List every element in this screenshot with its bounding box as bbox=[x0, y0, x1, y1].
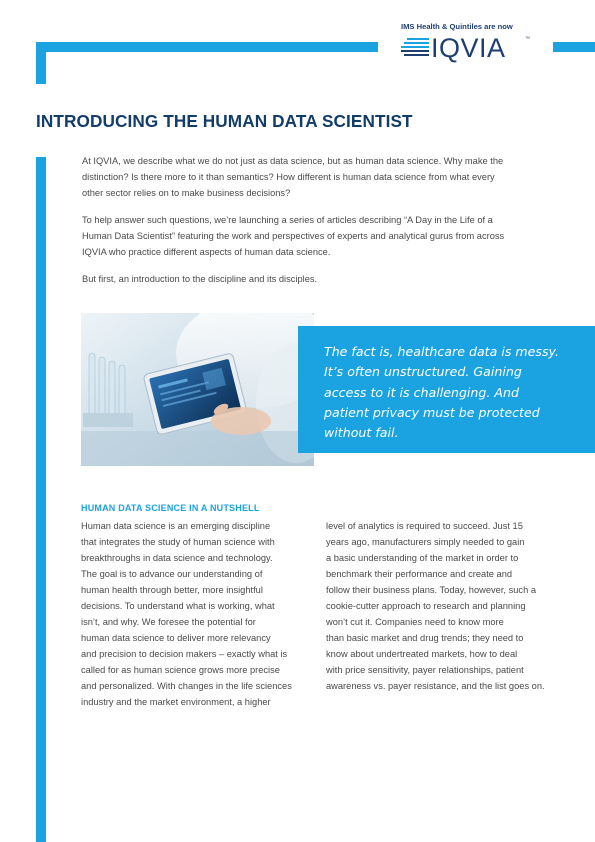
text-line: IQVIA who practice different aspects of human data science. bbox=[82, 247, 331, 257]
text-line: Human Data Scientist” featuring the work and perspectives of experts and analytical gurus from across bbox=[82, 231, 505, 241]
pull-quote bbox=[324, 342, 569, 443]
intro-paragraph-1 bbox=[82, 153, 557, 201]
logo-wordmark: IQVIA bbox=[431, 33, 506, 63]
text-line: distinction? Is there more to it than semantics? How different is human data science from what every bbox=[82, 172, 495, 182]
body-column-left bbox=[81, 518, 313, 710]
quote-line: The fact is, healthcare data is messy. bbox=[324, 344, 559, 359]
text-line: industry and the market environment, a higher bbox=[81, 697, 271, 707]
top-left-corner-bar bbox=[36, 42, 46, 84]
text-line: years ago, manufacturers simply needed to gain bbox=[326, 537, 525, 547]
text-line: other sector relies on to make business decisions? bbox=[82, 188, 291, 198]
text-line: The goal is to advance our understanding of bbox=[81, 569, 263, 579]
text-line: with price sensitivity, payer relationships, patient bbox=[326, 665, 524, 675]
text-line: won’t cut it. Companies need to know more bbox=[326, 617, 504, 627]
lab-tablet-illustration bbox=[81, 313, 314, 466]
text-line: than basic market and drug trends; they need to bbox=[326, 633, 524, 643]
text-line: level of analytics is required to succeed. Just 15 bbox=[326, 521, 523, 531]
text-line: Human data science is an emerging discipline bbox=[81, 521, 271, 531]
text-line: cookie-cutter approach to research and planning bbox=[326, 601, 526, 611]
text-line: and personalized. With changes in the life sciences bbox=[81, 681, 292, 691]
text-line: a basic understanding of the market in order to bbox=[326, 553, 519, 563]
text-line: benchmark their performance and create and bbox=[326, 569, 513, 579]
text-line: human health through better, more insightful bbox=[81, 585, 263, 595]
quote-line: without fail. bbox=[324, 425, 399, 441]
text-line: called for as human science grows more precise bbox=[81, 665, 280, 675]
text-line: But first, an introduction to the discipline and its disciples. bbox=[82, 274, 318, 284]
top-accent-bar bbox=[36, 42, 378, 52]
lab-tablet-photo bbox=[81, 313, 314, 466]
intro-paragraph-2 bbox=[82, 212, 557, 260]
logo-trademark: ™ bbox=[525, 36, 530, 42]
body-column-right bbox=[326, 518, 566, 694]
intro-paragraph-3 bbox=[82, 271, 557, 287]
text-line: awareness vs. payer resistance, and the list goes on. bbox=[326, 681, 545, 691]
section-heading: HUMAN DATA SCIENCE IN A NUTSHELL bbox=[81, 503, 260, 513]
quote-line: access to it is challenging. And bbox=[324, 384, 520, 400]
text-line: follow their business plans. Today, however, such a bbox=[326, 585, 536, 595]
quote-line: patient privacy must be protected bbox=[324, 404, 540, 420]
logo-tagline: IMS Health & Quintiles are now bbox=[401, 22, 513, 31]
text-line: To help answer such questions, we’re launching a series of articles describing “A Day in the Life of a bbox=[82, 215, 493, 225]
page-title: INTRODUCING THE HUMAN DATA SCIENTIST bbox=[36, 111, 413, 131]
quote-line: It’s often unstructured. Gaining bbox=[324, 364, 522, 380]
iqvia-logo bbox=[401, 34, 561, 62]
text-line: isn’t, and why. We foresee the potential for bbox=[81, 617, 256, 627]
text-line: know about undertreated markets, how to deal bbox=[326, 649, 518, 659]
text-line: human data science to deliver more relevancy bbox=[81, 633, 271, 643]
left-vertical-accent-bar bbox=[36, 157, 46, 842]
text-line: At IQVIA, we describe what we do not just as data science, but as human data science. Why make the bbox=[82, 156, 504, 166]
text-line: breakthroughs in data science and technology. bbox=[81, 553, 273, 563]
text-line: that integrates the study of human science with bbox=[81, 537, 275, 547]
logo-lines-icon bbox=[401, 37, 431, 59]
text-line: and precision to decision makers – exactly what is bbox=[81, 649, 288, 659]
text-line: decisions. To understand what is working, what bbox=[81, 601, 275, 611]
